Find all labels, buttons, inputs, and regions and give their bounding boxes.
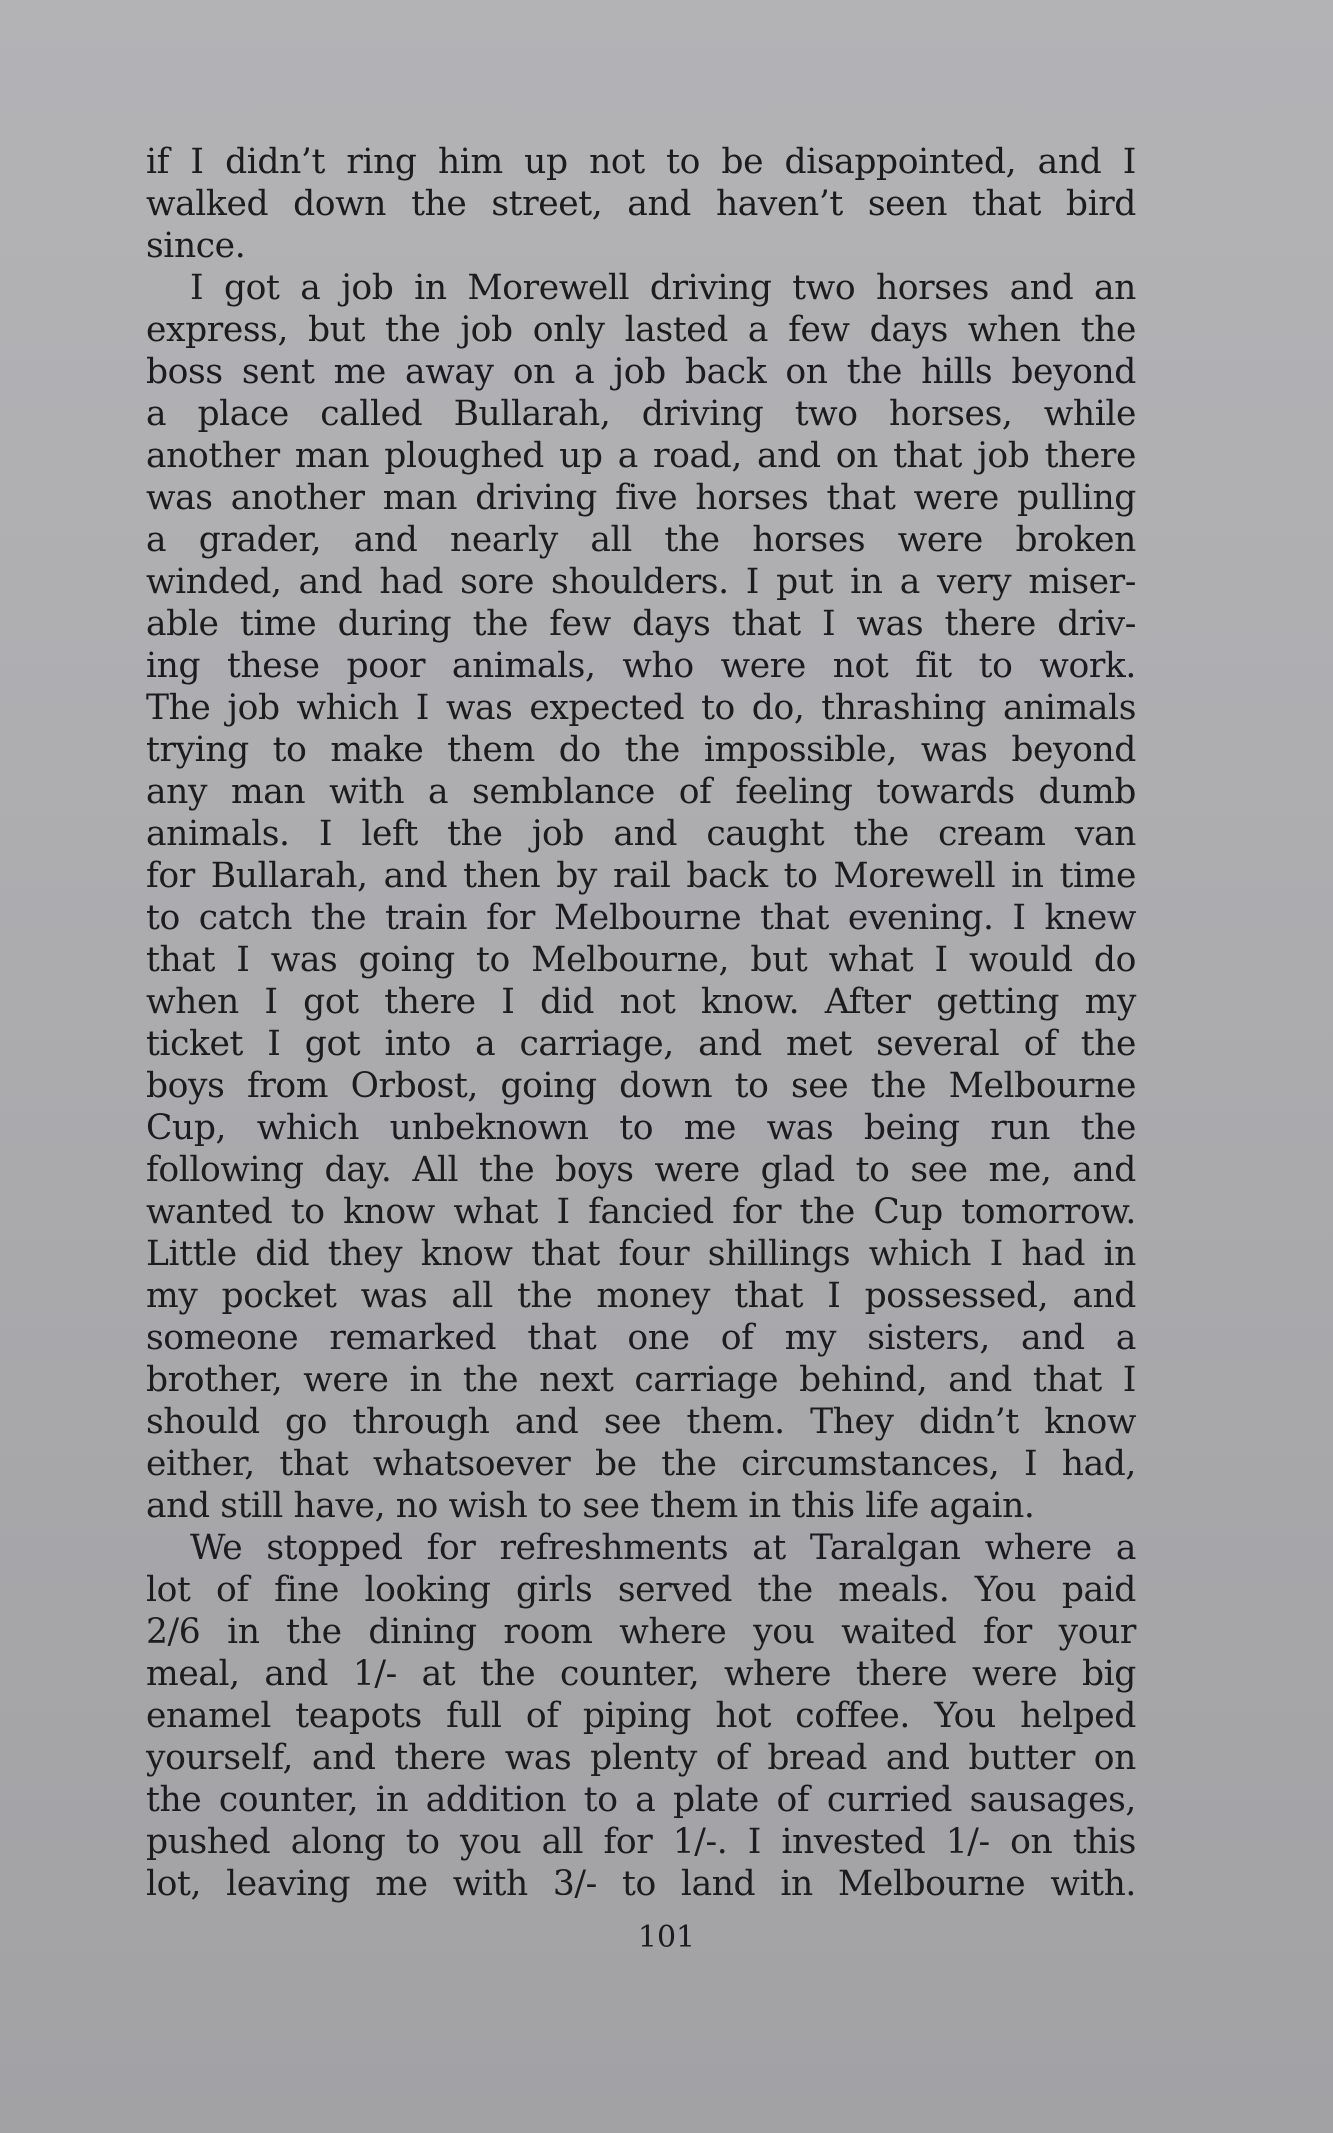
text-line: pushed along to you all for 1/-. I invested 1/- on this xyxy=(146,1822,1136,1862)
text-line: boys from Orbost, going down to see the Melbourne xyxy=(146,1066,1136,1106)
text-line: ing these poor animals, who were not fit to work. xyxy=(146,646,1136,686)
text-line: 2/6 in the dining room where you waited for your xyxy=(146,1612,1136,1652)
text-line: that I was going to Melbourne, but what I would do xyxy=(146,940,1136,980)
text-line: The job which I was expected to do, thrashing animals xyxy=(146,688,1136,728)
text-line: boss sent me away on a job back on the hills beyond xyxy=(146,352,1136,392)
text-line: to catch the train for Melbourne that evening. I knew xyxy=(146,898,1136,938)
text-line: enamel teapots full of piping hot coffee. You helped xyxy=(146,1696,1136,1736)
text-line: meal, and 1/- at the counter, where there were big xyxy=(146,1654,1136,1694)
text-line: since. xyxy=(146,226,246,266)
text-line: express, but the job only lasted a few days when the xyxy=(146,310,1136,350)
text-line: winded, and had sore shoulders. I put in a very miser- xyxy=(146,562,1136,602)
text-line: brother, were in the next carriage behind, and that I xyxy=(146,1360,1136,1400)
text-line: able time during the few days that I was there driv- xyxy=(146,604,1136,644)
text-line: lot of fine looking girls served the meals. You paid xyxy=(146,1570,1136,1610)
text-line: if I didn’t ring him up not to be disappointed, and I xyxy=(146,142,1136,182)
text-line: and still have, no wish to see them in this life again. xyxy=(146,1486,1035,1526)
text-line: yourself, and there was plenty of bread and butter on xyxy=(146,1738,1136,1778)
page-number: 101 xyxy=(637,1920,696,1955)
text-line: Little did they know that four shillings which I had in xyxy=(146,1234,1136,1274)
text-line: wanted to know what I fancied for the Cup tomorrow. xyxy=(146,1192,1136,1232)
text-line: We stopped for refreshments at Taralgan where a xyxy=(190,1528,1136,1568)
text-line: ticket I got into a carriage, and met several of the xyxy=(146,1024,1136,1064)
text-line: following day. All the boys were glad to see me, and xyxy=(146,1150,1136,1190)
text-line: I got a job in Morewell driving two horses and an xyxy=(190,268,1136,308)
text-line: another man ploughed up a road, and on that job there xyxy=(146,436,1136,476)
body-text xyxy=(146,141,1136,1905)
text-line: the counter, in addition to a plate of curried sausages, xyxy=(146,1780,1136,1820)
text-line: for Bullarah, and then by rail back to Morewell in time xyxy=(146,856,1136,896)
text-line: trying to make them do the impossible, was beyond xyxy=(146,730,1136,770)
text-line: was another man driving five horses that were pulling xyxy=(146,478,1136,518)
text-line: my pocket was all the money that I possessed, and xyxy=(146,1276,1136,1316)
text-line: should go through and see them. They didn’t know xyxy=(146,1402,1136,1442)
text-line: either, that whatsoever be the circumstances, I had, xyxy=(146,1444,1136,1484)
text-line: when I got there I did not know. After getting my xyxy=(146,982,1136,1022)
text-line: walked down the street, and haven’t seen that bird xyxy=(146,184,1136,224)
text-line: lot, leaving me with 3/- to land in Melbourne with. xyxy=(146,1864,1136,1904)
text-line: any man with a semblance of feeling towards dumb xyxy=(146,772,1136,812)
text-line: a place called Bullarah, driving two horses, while xyxy=(146,394,1136,434)
text-line: someone remarked that one of my sisters, and a xyxy=(146,1318,1136,1358)
text-line: animals. I left the job and caught the cream van xyxy=(146,814,1136,854)
text-line: a grader, and nearly all the horses were broken xyxy=(146,520,1136,560)
text-line: Cup, which unbeknown to me was being run the xyxy=(146,1108,1136,1148)
